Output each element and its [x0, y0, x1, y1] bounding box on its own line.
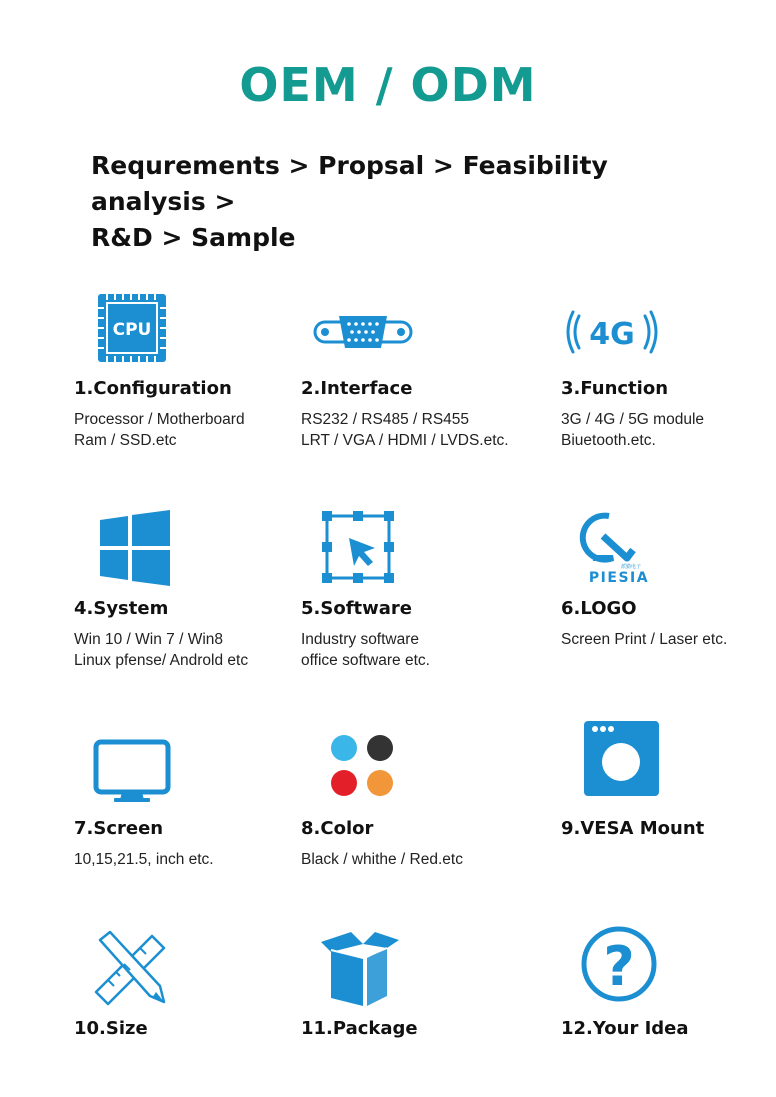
feature-desc-line: Processor / Motherboard — [74, 411, 245, 428]
feature-desc-line: Linux pfense/ Androld etc — [74, 652, 249, 669]
cpu-icon-label: CPU — [112, 320, 152, 340]
feature-name: 8.Color — [301, 818, 374, 839]
feature-desc — [74, 849, 214, 870]
feature-name: 11.Package — [301, 1018, 418, 1039]
feature-desc — [301, 409, 509, 451]
4g-signal-icon — [561, 290, 671, 370]
monitor-icon — [74, 730, 184, 810]
vga-port-icon — [301, 290, 411, 370]
process-line-1: Requrements > Propsal > Feasibility analysis > — [91, 151, 608, 216]
feature-desc-line: Screen Print / Laser etc. — [561, 631, 728, 648]
feature-desc — [301, 629, 430, 671]
feature-desc-line: RS232 / RS485 / RS455 — [301, 411, 470, 428]
feature-desc-line: Ram / SSD.etc — [74, 432, 177, 449]
feature-desc-line: LRT / VGA / HDMI / LVDS.etc. — [301, 432, 509, 449]
swatch-black — [367, 735, 393, 761]
feature-name: 12.Your Idea — [561, 1018, 689, 1039]
box-icon — [301, 930, 411, 1010]
feature-desc-line: Industry software — [301, 631, 420, 648]
page-title: OEM / ODM — [239, 58, 537, 112]
feature-desc — [561, 629, 727, 650]
feature-name: 10.Size — [74, 1018, 148, 1039]
swatch-orange — [367, 770, 393, 796]
process-steps — [91, 148, 731, 256]
color-dots-icon — [301, 730, 411, 810]
feature-name: 2.Interface — [301, 378, 413, 399]
feature-name: 5.Software — [301, 598, 412, 619]
feature-desc-line: Biuetooth.etc. — [561, 432, 656, 449]
piesia-logo-icon — [561, 510, 671, 590]
swatch-light-blue — [331, 735, 357, 761]
feature-desc — [561, 409, 704, 451]
feature-desc-line: Black / whithe / Red.etc — [301, 851, 463, 868]
windows-icon — [74, 510, 184, 590]
feature-name: 4.System — [74, 598, 169, 619]
feature-desc — [74, 409, 245, 451]
feature-name: 1.Configuration — [74, 378, 232, 399]
feature-desc — [301, 849, 463, 870]
feature-name: 7.Screen — [74, 818, 164, 839]
vesa-mount-icon — [561, 720, 671, 800]
feature-name: 6.LOGO — [561, 598, 637, 619]
ruler-pencil-icon — [74, 930, 184, 1010]
4g-icon-label: 4G — [589, 317, 635, 352]
feature-name: 3.Function — [561, 378, 669, 399]
logo-text: PIESIA — [588, 570, 650, 586]
question-icon — [561, 925, 671, 1005]
feature-desc-line: 3G / 4G / 5G module — [561, 411, 705, 428]
feature-name: 9.VESA Mount — [561, 818, 705, 839]
process-line-2: R&D > Sample — [91, 223, 296, 252]
feature-desc — [74, 629, 248, 671]
feature-desc-line: office software etc. — [301, 652, 430, 669]
feature-desc-line: 10,15,21.5, inch etc. — [74, 851, 214, 868]
question-mark: ? — [603, 935, 635, 998]
feature-desc-line: Win 10 / Win 7 / Win8 — [74, 631, 224, 648]
logo-subtext: 派勤电子 — [620, 564, 642, 570]
cursor-select-icon — [301, 510, 411, 590]
swatch-red — [331, 770, 357, 796]
cpu-icon — [74, 290, 184, 370]
